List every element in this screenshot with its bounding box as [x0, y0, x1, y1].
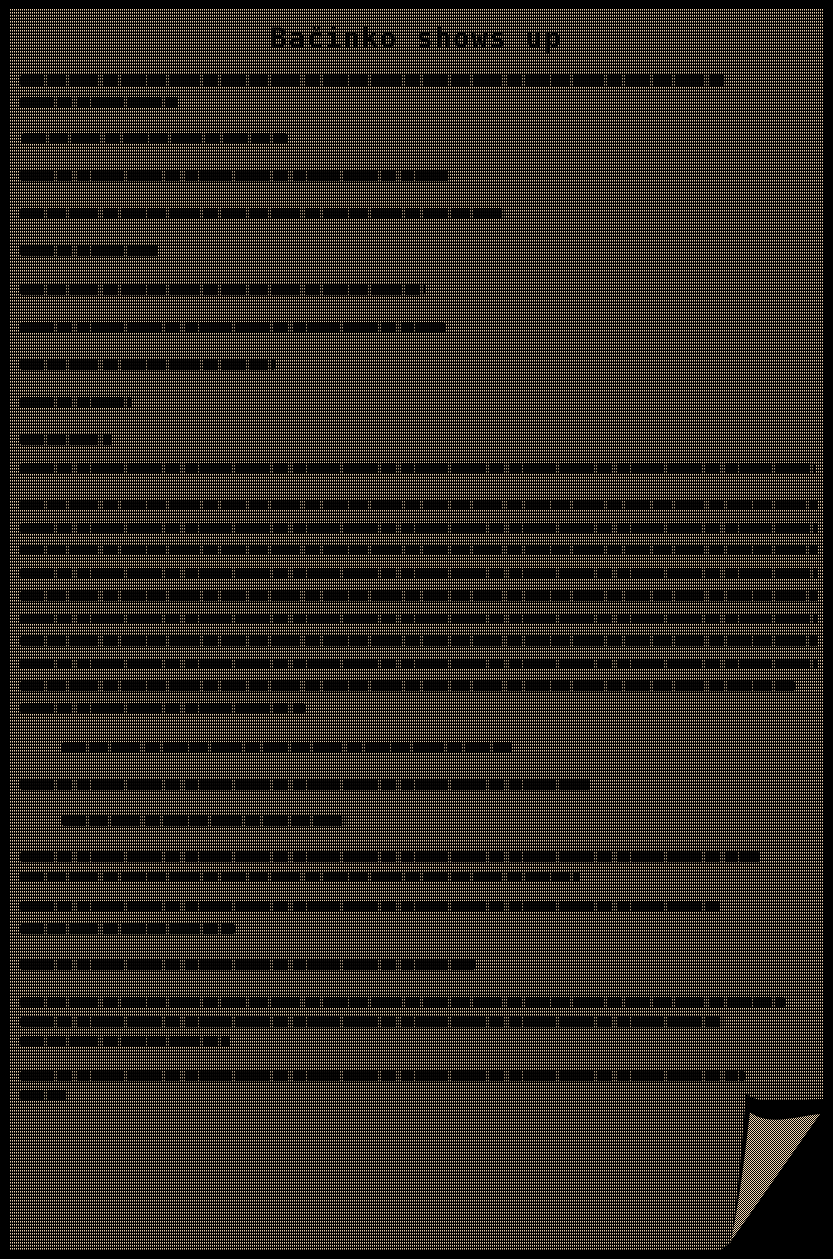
page-title: Bačinko shows up: [270, 23, 563, 54]
illegible-text-line: [20, 852, 760, 862]
illegible-text-line: [20, 245, 158, 256]
illegible-text-line: [20, 924, 235, 934]
illegible-text-line: [20, 703, 305, 713]
page-curl[interactable]: [718, 1085, 833, 1259]
illegible-text-line: [20, 614, 818, 624]
illegible-text-line: [20, 284, 425, 295]
illegible-text-line: [20, 591, 818, 601]
illegible-text-line: [22, 133, 287, 144]
illegible-text-line: [20, 434, 112, 445]
illegible-text-line: [20, 170, 450, 181]
illegible-text-line: [20, 1036, 230, 1046]
story-page: [9, 9, 824, 1250]
illegible-text-line: [62, 742, 512, 753]
illegible-text-line: [20, 1071, 745, 1081]
illegible-text-line: [20, 959, 475, 970]
illegible-text-line: [62, 815, 347, 826]
illegible-text-line: [20, 545, 818, 555]
illegible-text-line: [20, 322, 445, 333]
illegible-text-line: [20, 681, 795, 691]
illegible-text-line: [20, 872, 580, 882]
illegible-text-line: [20, 997, 785, 1007]
illegible-text-line: [20, 97, 178, 108]
illegible-text-line: [20, 397, 132, 408]
illegible-text-line: [20, 208, 505, 219]
illegible-text-line: [20, 523, 818, 533]
illegible-text-line: [20, 1090, 68, 1100]
illegible-text-line: [20, 779, 590, 790]
illegible-text-line: [20, 568, 818, 578]
illegible-text-line: [20, 659, 818, 669]
illegible-text-line: [20, 463, 815, 474]
illegible-text-line: [20, 901, 720, 911]
illegible-text-line: [20, 636, 818, 646]
illegible-text-line: [20, 1017, 725, 1027]
illegible-text-line: [20, 75, 725, 86]
illegible-text-line: [20, 500, 818, 510]
illegible-text-line: [20, 359, 275, 370]
